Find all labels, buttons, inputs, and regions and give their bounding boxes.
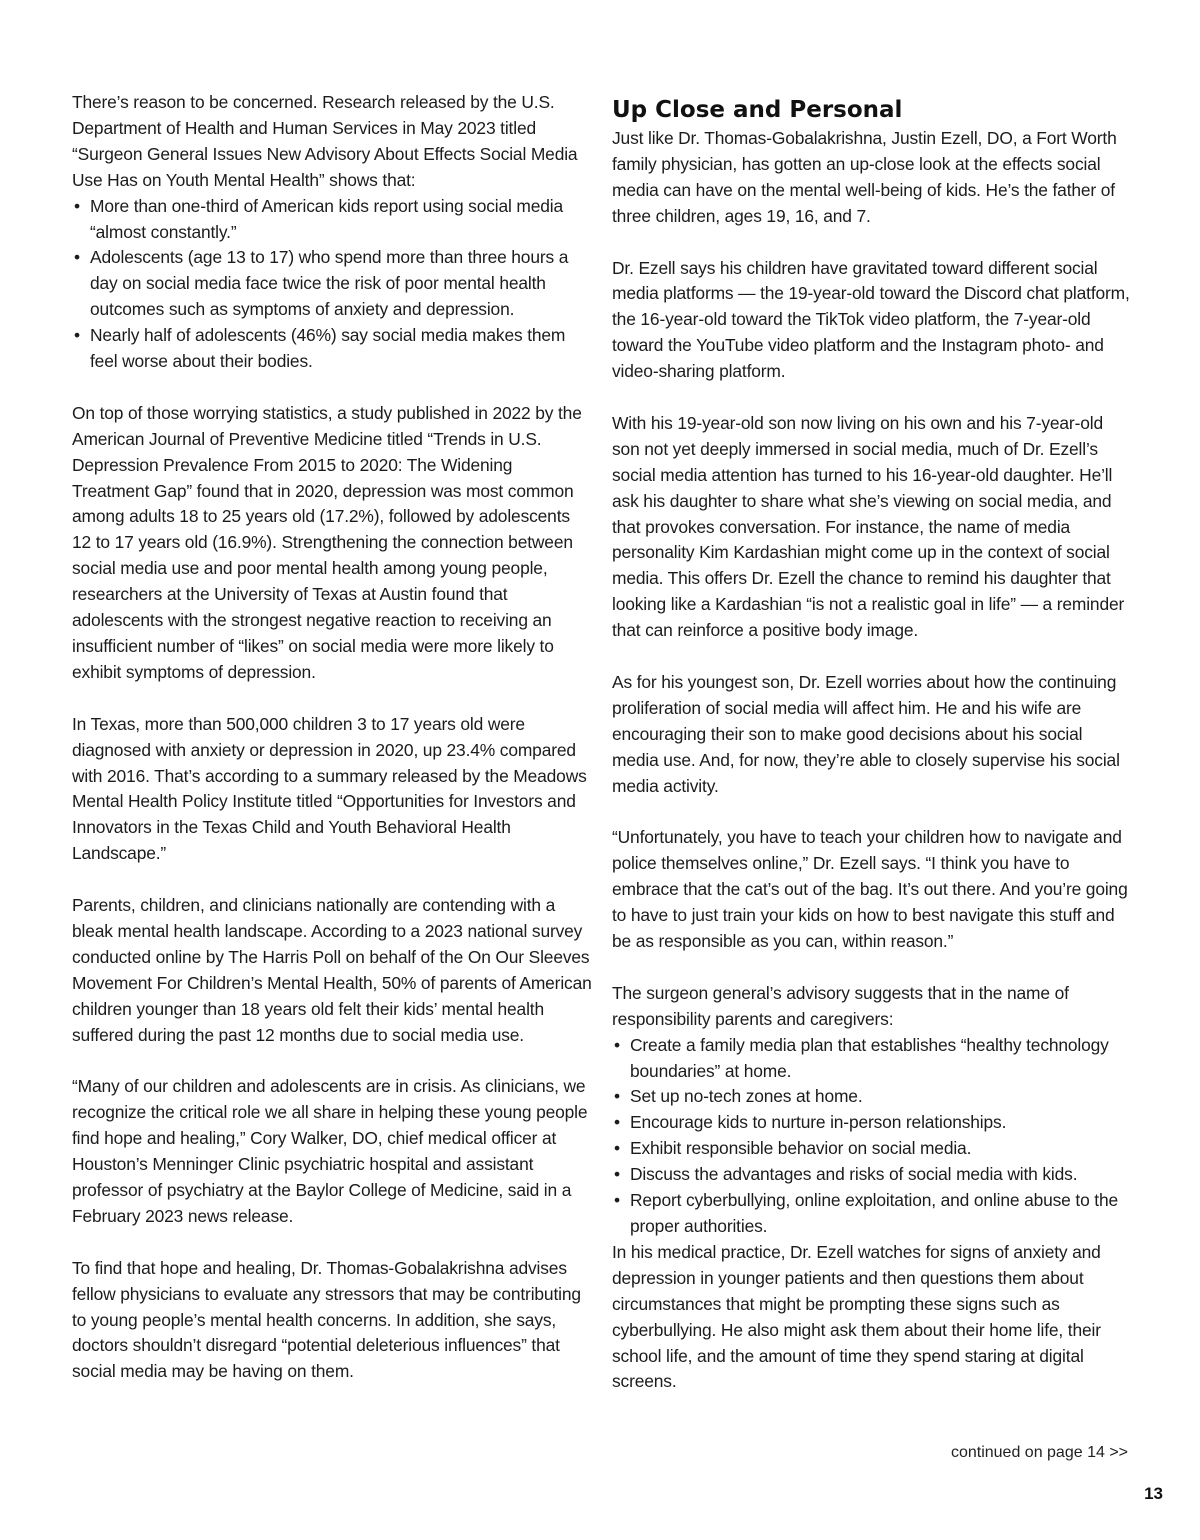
paragraph-daughter: With his 19-year-old son now living on his own and his 7-year-old son not yet deeply immersed in social media, much of Dr. Ezell’s social media attention has turned to his 16-year-old daughter. He’ll ask his daughter to share what she’s viewing on social media, and that provokes conversation. For instance, the name of media personality Kim Kardashian might come up in the context of social media. This offers Dr. Ezell the chance to remind his daughter that looking like a Kardashian “is not a realistic goal in life” — a reminder that can reinforce a positive body image. (612, 412, 1125, 641)
paragraph-texas-statistics: In Texas, more than 500,000 children 3 to 17 years old were diagnosed with anxiety or depression in 2020, up 23.4% compared with 2016. That’s according to a summary released by the Meadows Mental Health Policy Institute titled “Opportunities for Investors and Innovators in the Texas Child and Youth Behavioral Health Landscape.” (72, 713, 587, 864)
paragraph-walker-quote: “Many of our children and adolescents are in crisis. As clinicians, we recognize the critical role we all share in helping these young people find hope and healing,” Cory Walker, DO, chief medical officer at Houston’s Menninger Clinic psychiatric hospital and assistant professor of psychiatry at the Baylor College of Medicine, said in a February 2023 news release. (72, 1076, 588, 1226)
paragraph-advisory-intro: The surgeon general’s advisory suggests that in the name of responsibility parents and caregivers: (612, 982, 1069, 1029)
list-item: • Encourage kids to nurture in-person relationships. (612, 1110, 1132, 1136)
paragraph-research-intro: There’s reason to be concerned. Research released by the U.S. Department of Health and Human Services in May 2023 titled “Surgeon General Issues New Advisory About Effects Social Media Use Has on Youth Mental Health” shows that: (72, 92, 578, 190)
paragraph-medical-practice: In his medical practice, Dr. Ezell watches for signs of anxiety and depression in younger patients and then questions them about circumstances that might be prompting these signs such as cyberbullying. He also might ask them about their home life, their school life, and the amount of time they spend staring at digital screens. (612, 1241, 1101, 1392)
section-heading: Up Close and Personal (612, 97, 903, 123)
paragraph-youngest-son: As for his youngest son, Dr. Ezell worries about how the continuing proliferation of social media will affect him. He and his wife are encouraging their son to make good decisions about his social media use. And, for now, they’re able to closely supervise his social media activity. (612, 671, 1120, 796)
right-column (612, 90, 1132, 1395)
list-item: • Nearly half of adolescents (46%) say social media makes them feel worse about their bodies. (72, 323, 592, 375)
list-item: • Discuss the advantages and risks of social media with kids. (612, 1162, 1132, 1188)
list-item: • Report cyberbullying, online exploitation, and online abuse to the proper authorities. (612, 1188, 1132, 1240)
list-item: • Exhibit responsible behavior on social media. (612, 1136, 1132, 1162)
list-item: • Create a family media plan that establishes “healthy technology boundaries” at home. (612, 1033, 1132, 1085)
paragraph-platforms: Dr. Ezell says his children have gravitated toward different social media platforms — the 19-year-old toward the Discord chat platform, the 16-year-old toward the TikTok video platform, the 7-year-old toward the YouTube video platform and the Instagram photo- and video-sharing platform. (612, 257, 1130, 382)
list-item: • More than one-third of American kids report using social media “almost constantly.” (72, 194, 592, 246)
paragraph-ezell-quote: “Unfortunately, you have to teach your children how to navigate and police themselves online,” Dr. Ezell says. “I think you have to embrace that the cat’s out of the bag. It’s out there. And you’re going to have to just train your kids on how to best navigate this stuff and be as responsible as you can, within reason.” (612, 827, 1128, 952)
paragraph-national-survey: Parents, children, and clinicians nationally are contending with a bleak mental health landscape. According to a 2023 national survey conducted online by The Harris Poll on behalf of the On Our Sleeves Movement For Children’s Mental Health, 50% of parents of American children younger than 18 years old felt their kids’ mental health suffered during the past 12 months due to social media use. (72, 895, 592, 1045)
paragraph-depression-study: On top of those worrying statistics, a study published in 2022 by the American Journal of Preventive Medicine titled “Trends in U.S. Depression Prevalence From 2015 to 2020: The Widening Treatment Gap” found that in 2020, depression was most common among adults 18 to 25 years old (17.2%), followed by adolescents 12 to 17 years old (16.9%). Strengthening the connection between social media use and poor mental health among young people, researchers at the University of Texas at Austin found that adolescents with the strongest negative reaction to receiving an insufficient number of “likes” on social media were more likely to exhibit symptoms of depression. (72, 402, 582, 682)
paragraph-hope-and-healing: To find that hope and healing, Dr. Thomas-Gobalakrishna advises fellow physicians to evaluate any stressors that may be contributing to young people’s mental health concerns. In addition, she says, doctors shouldn’t disregard “potential deleterious influences” that social media may be having on them. (72, 1257, 581, 1382)
page-number: 13 (1144, 1484, 1163, 1503)
list-item: • Adolescents (age 13 to 17) who spend more than three hours a day on social media face twice the risk of poor mental health outcomes such as symptoms of anxiety and depression. (72, 245, 592, 323)
advisory-bullet-list (612, 1033, 1132, 1240)
paragraph-ezell-intro: Just like Dr. Thomas-Gobalakrishna, Justin Ezell, DO, a Fort Worth family physician, has gotten an up-close look at the effects social media can have on the mental well-being of kids. He’s the father of three children, ages 19, 16, and 7. (612, 128, 1117, 226)
continued-link[interactable]: continued on page 14 >> (950, 1444, 1128, 1461)
list-item: • Set up no-tech zones at home. (612, 1084, 1132, 1110)
statistics-bullet-list (72, 194, 592, 375)
left-column (72, 90, 592, 1385)
